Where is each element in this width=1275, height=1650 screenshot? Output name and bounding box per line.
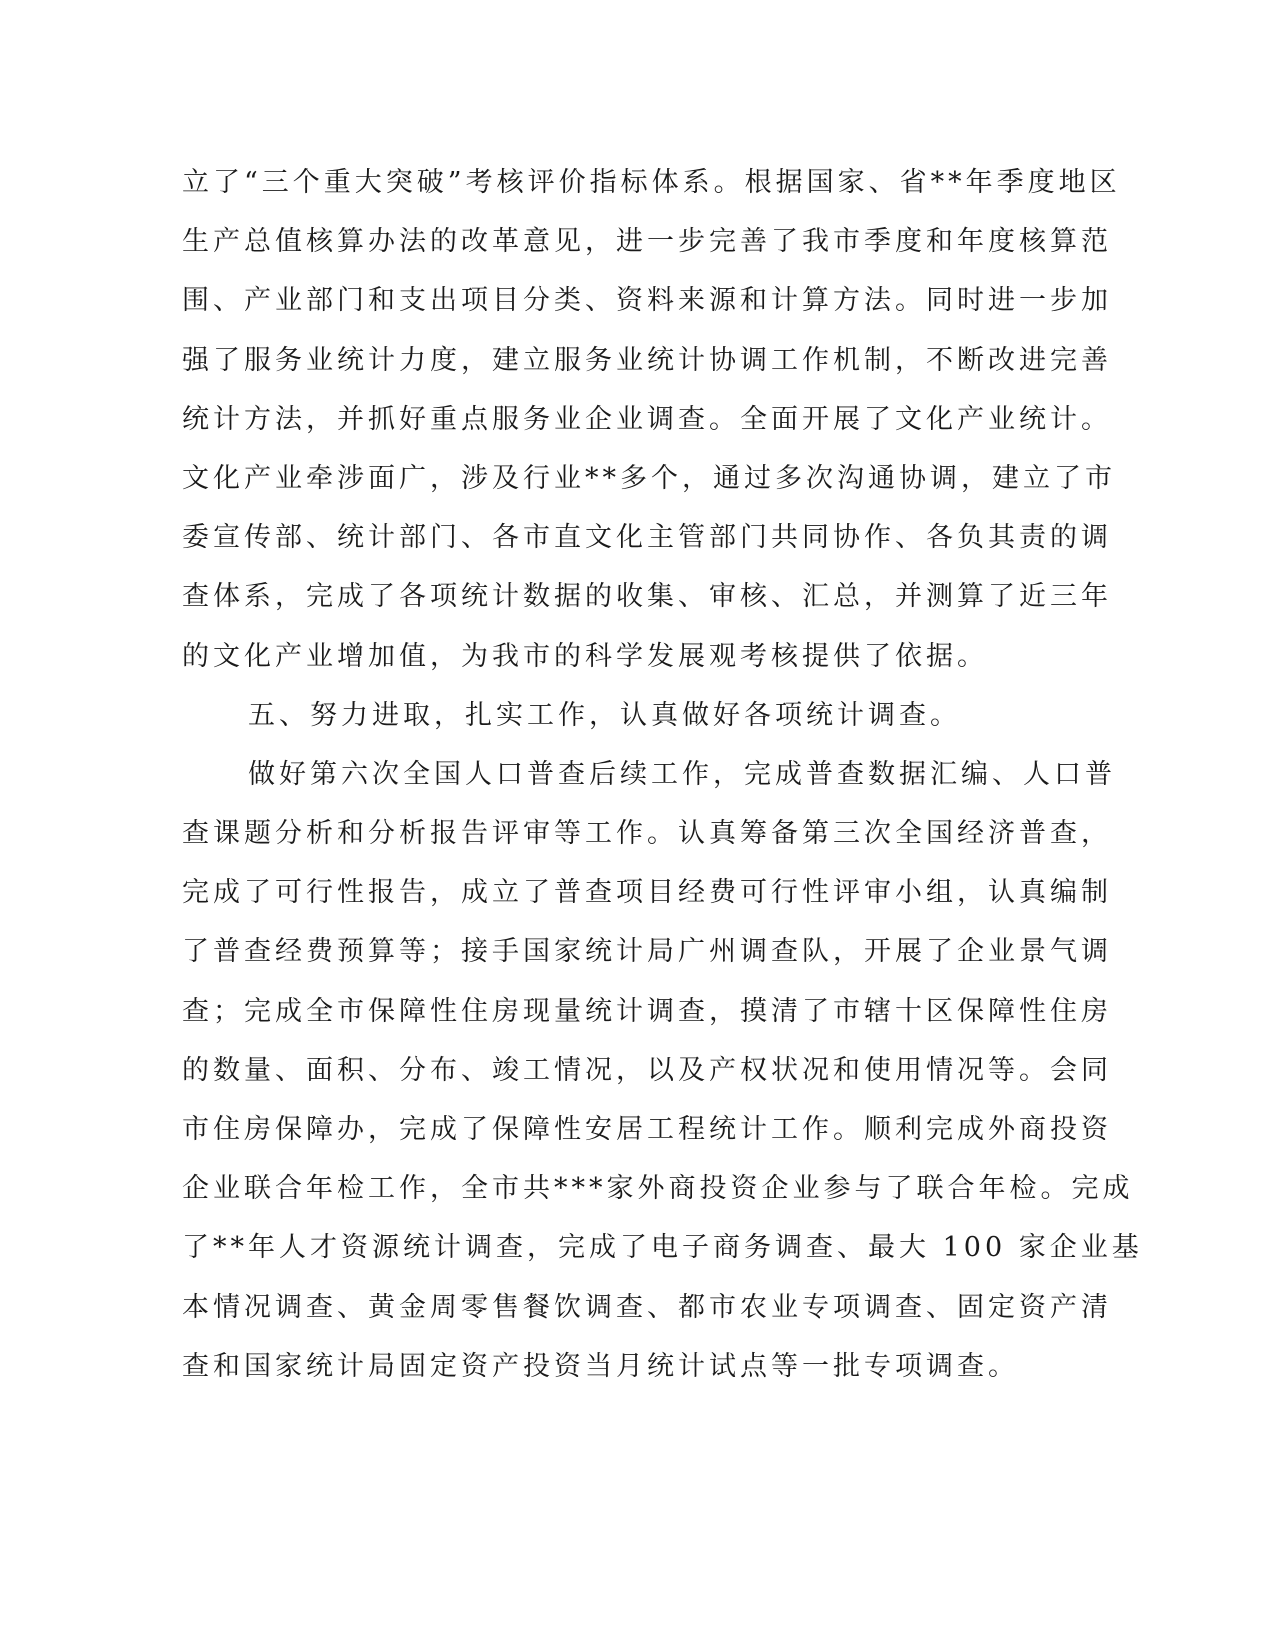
body-line: 企业联合年检工作，全市共***家外商投资企业参与了联合年检。完成 — [182, 1173, 1134, 1205]
body-line: 生产总值核算办法的改革意见，进一步完善了我市季度和年度核算范 — [182, 226, 1112, 258]
body-line: 了**年人才资源统计调查，完成了电子商务调查、最大 100 家企业基 — [182, 1232, 1143, 1264]
body-line: 查课题分析和分析报告评审等工作。认真筹备第三次全国经济普查， — [182, 818, 1112, 850]
body-line: 立了“三个重大突破”考核评价指标体系。根据国家、省**年季度地区 — [182, 167, 1121, 198]
body-line: 委宣传部、统计部门、各市直文化主管部门共同协作、各负其责的调 — [182, 522, 1112, 554]
body-line: 市住房保障办，完成了保障性安居工程统计工作。顺利完成外商投资 — [182, 1114, 1112, 1145]
body-line: 统计方法，并抓好重点服务业企业调查。全面开展了文化产业统计。 — [182, 403, 1112, 435]
body-line: 查体系，完成了各项统计数据的收集、审核、汇总，并测算了近三年 — [182, 581, 1112, 613]
body-line: 文化产业牵涉面广，涉及行业**多个，通过多次沟通协调，建立了市 — [182, 462, 1116, 494]
body-line: 围、产业部门和支出项目分类、资料来源和计算方法。同时进一步加 — [182, 285, 1112, 317]
document-body — [182, 153, 1143, 1396]
body-line: 的数量、面积、分布、竣工情况，以及产权状况和使用情况等。会同 — [182, 1054, 1112, 1086]
body-line: 查；完成全市保障性住房现量统计调查，摸清了市辖十区保障性住房 — [182, 995, 1112, 1027]
body-line: 强了服务业统计力度，建立服务业统计协调工作机制，不断改进完善 — [182, 344, 1112, 376]
body-line: 了普查经费预算等；接手国家统计局广州调查队，开展了企业景气调 — [182, 936, 1112, 968]
paragraph-start-line: 做好第六次全国人口普查后续工作，完成普查数据汇编、人口普 — [248, 758, 1116, 790]
body-line: 本情况调查、黄金周零售餐饮调查、都市农业专项调查、固定资产清 — [182, 1291, 1112, 1323]
body-line: 的文化产业增加值，为我市的科学发展观考核提供了依据。 — [182, 640, 988, 672]
body-line: 查和国家统计局固定资产投资当月统计试点等一批专项调查。 — [182, 1350, 1019, 1382]
section-heading: 五、努力进取，扎实工作，认真做好各项统计调查。 — [248, 699, 961, 731]
body-line: 完成了可行性报告，成立了普查项目经费可行性评审小组，认真编制 — [182, 877, 1112, 909]
